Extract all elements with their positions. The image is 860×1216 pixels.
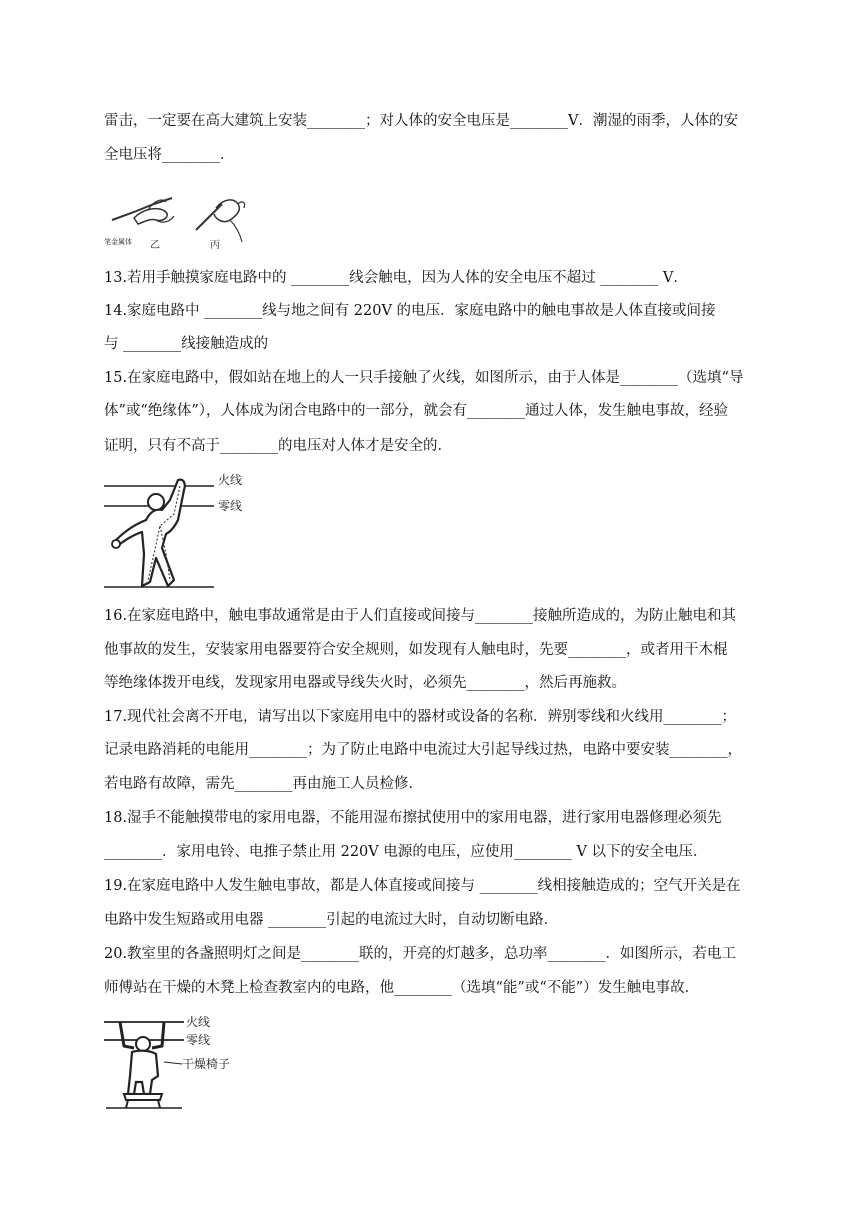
fig-20-electrician-on-stool [104, 1010, 254, 1110]
fig20-label-live: 火线 [186, 1015, 211, 1029]
pen-label-yi: 乙 [150, 240, 160, 251]
text-line-9: 16.在家庭电路中，触电事故通常是由于人们直接或间接与________接触所造成的，为防止触电和其 [104, 608, 737, 624]
test-pen-figure [104, 190, 254, 252]
text-line-14: 若电路有故障，需先________再由施工人员检修． [104, 776, 423, 792]
fig15-label-neutral: 零线 [218, 499, 243, 513]
text-line-19: 20.教室里的各盏照明灯之间是________联的，开亮的灯越多，总功率________．如图所示，若电工 [104, 946, 737, 962]
text-line-3: 13.若用手触摸家庭电路中的 ________线会触电，因为人体的安全电压不超过 ________ V． [104, 270, 688, 286]
fig20-label-stool: 干燥椅子 [182, 1057, 231, 1071]
text-line-7: 体”或“绝缘体”），人体成为闭合电路中的一部分，就会有________通过人体，发生触电事故，经验 [104, 403, 728, 419]
text-line-11: 等绝缘体拨开电线，发现家用电器或导线失火时，必须先________，然后再施救。 [104, 675, 626, 691]
text-line-15: 18.湿手不能触摸带电的家用电器，不能用湿布擦拭使用中的家用电器，进行家用电器修理必须先 [104, 810, 722, 826]
fig15-label-live: 火线 [218, 473, 243, 487]
pen-label-metal: 笔金属体 [104, 238, 132, 246]
text-line-10: 他事故的发生，安装家用电器要符合安全规则，如发现有人触电时，先要________，或者用干木棍 [104, 642, 728, 658]
text-line-6: 15.在家庭电路中，假如站在地上的人一只手接触了火线，如图所示，由于人体是________（选填“导 [104, 370, 744, 386]
text-line-16: ________．家用电铃、电推子禁止用 220V 电源的电压，应使用________ V 以下的安全电压． [104, 844, 708, 860]
text-line-4: 14.家庭电路中 ________线与地之间有 220V 的电压．家庭电路中的触电事故是人体直接或间接 [104, 303, 716, 319]
text-line-13: 记录电路消耗的电能用________；为了防止电路中电流过大引起导线过热，电路中要安装________， [104, 742, 742, 758]
fig-15-person-touching-live-wire [104, 470, 254, 594]
text-line-20: 师傅站在干燥的木凳上检查教室内的电路，他________（选填“能”或“不能”）发生触电事故． [104, 980, 700, 996]
text-line-18: 电路中发生短路或用电器 ________引起的电流过大时，自动切断电路． [104, 912, 559, 928]
text-line-5: 与 ________线接触造成的 [104, 336, 269, 352]
pen-label-bing: 丙 [210, 240, 220, 251]
text-line-2: 全电压将________． [104, 147, 235, 163]
text-line-17: 19.在家庭电路中人发生触电事故，都是人体直接或间接与 ________线相接触造成的；空气开关是在 [104, 878, 741, 894]
text-line-12: 17.现代社会离不开电，请写出以下家庭用电中的器材或设备的名称．辨别零线和火线用________； [104, 709, 737, 725]
text-line-8: 证明，只有不高于________的电压对人体才是安全的． [104, 438, 452, 454]
text-line-1: 雷击，一定要在高大建筑上安装________；对人体的安全电压是________V．潮湿的雨季，人体的安 [104, 113, 738, 129]
fig20-label-neutral: 零线 [186, 1033, 211, 1047]
